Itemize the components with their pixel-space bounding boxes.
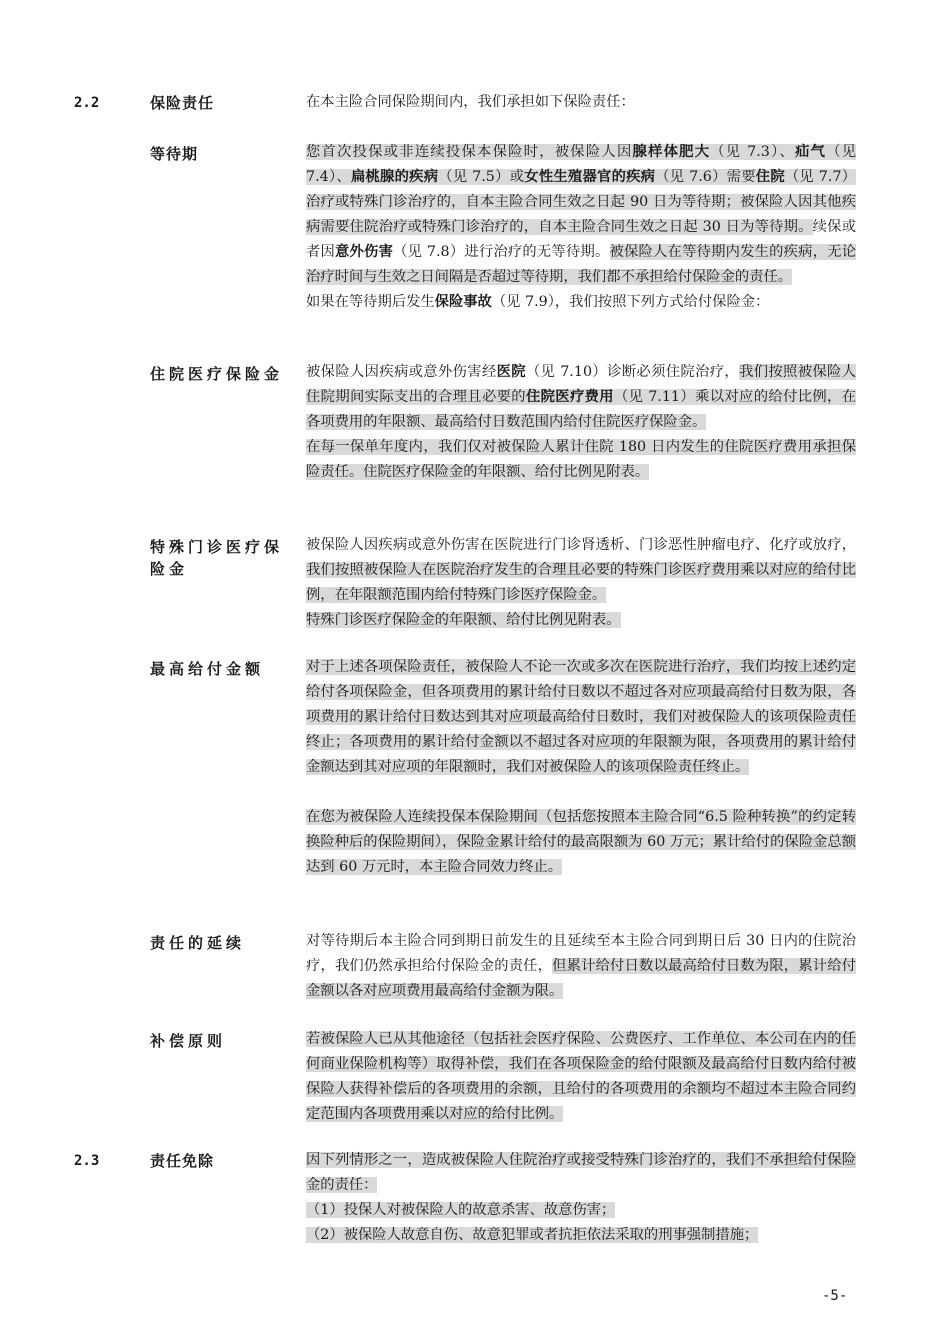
term-accident: 意外伤害 <box>335 244 394 260</box>
waiting-period-body <box>306 140 856 315</box>
extension-paragraph: 对等待期后本主险合同到期日前发生的且延续至本主险合同到期日后 30 日内的住院治疗，我们仍然承担给付保险金的责任，但累计给付日数以最高给付日数为限，累计给付金额以各对应项费用最高给付金额为限。 <box>306 933 857 999</box>
waiting-followup: 如果在等待期后发生保险事故（见 7.9），我们按照下列方式给付保险金： <box>306 294 770 310</box>
waiting-paragraph: 您首次投保或非连续投保本保险时，被保险人因腺样体肥大（见 7.3）、疝气（见 7.4）、扁桃腺的疾病（见 7.5）或女性生殖器官的疾病（见 7.6）需要住院（见 7.7）治疗或特殊门诊治疗的，自本主险合同生效之日起 90 日为等待期；被保险人因其他疾病需要住院治疗或特殊门诊治疗的，自本主险合同生效之日起 30 日为等待期。续保或者因意外伤害（见 7.8）进行治疗的无等待期。被保险人在等待期内发生的疾病，无论治疗时间与生效之日间隔是否超过等待期，我们都不承担给付保险金的责任。 <box>306 144 857 285</box>
term-tonsil: 扁桃腺的疾病 <box>350 169 439 185</box>
max-payment-paragraph-1: 对于上述各项保险责任，被保险人不论一次或多次在医院进行治疗，我们均按上述约定给付各项保险金，但各项费用的累计给付日数以不超过各对应项最高给付日数为限，各项费用的累计给付日数达到其对应项最高给付日数时，我们对被保险人的该项保险责任终止；各项费用的累计给付金额以不超过各对应项的年限额为限，各项费用的累计给付金额达到其对应项的年限额时，我们对被保险人的该项保险责任终止。 <box>306 659 856 775</box>
term-female-organ: 女性生殖器官的疾病 <box>524 169 656 185</box>
extension-body <box>306 929 856 1004</box>
outpatient-paragraph-2: 特殊门诊医疗保险金的年限额、给付比例见附表。 <box>306 612 621 628</box>
term-adenoid: 腺样体肥大 <box>632 144 711 160</box>
term-hospital: 医院 <box>496 364 526 380</box>
term-inpatient-expense: 住院医疗费用 <box>525 389 614 405</box>
compensation-paragraph: 若被保险人已从其他途径（包括社会医疗保险、公费医疗、工作单位、本公司在内的任何商业保险机构等）取得补偿，我们在各项保险金的给付限额及最高给付日数内给付被保险人获得补偿后的各项费用的余额，且给付的各项费用的余额均不超过本主险合同约定范围内各项费用乘以对应的给付比例。 <box>306 1031 856 1122</box>
heading-compensation-principle: 补偿原则 <box>150 1032 227 1050</box>
heading-liability-extension: 责任的延续 <box>150 934 246 952</box>
exclusion-item-1: （1）投保人对被保险人的故意杀害、故意伤害； <box>306 1202 616 1218</box>
max-payment-paragraph-2: 在您为被保险人连续投保本保险期间（包括您按照本主险合同“6.5 险种转换”的约定转换险种后的保险期间），保险金累计给付的最高限额为 60 万元；累计给付的保险金总额达到 60 万元时，本主险合同效力终止。 <box>306 809 856 875</box>
term-hospitalization: 住院 <box>755 169 785 185</box>
heading-waiting-period: 等待期 <box>150 145 199 163</box>
inpatient-body <box>306 360 856 485</box>
intro-text: 在本主险合同保险期间内，我们承担如下保险责任： <box>306 94 635 110</box>
section-title-insurance-liability: 保险责任 <box>150 94 215 112</box>
heading-special-outpatient-benefit: 特殊门诊医疗保险金 <box>150 538 284 578</box>
max-payment-body <box>306 655 856 880</box>
exclusions-intro: 因下列情形之一，造成被保险人住院治疗或接受特殊门诊治疗的，我们不承担给付保险金的责任： <box>306 1152 856 1193</box>
section-number-2-3: 2.3 <box>74 1153 100 1169</box>
inpatient-paragraph-1: 被保险人因疾病或意外伤害经医院（见 7.10）诊断必须住院治疗，我们按照被保险人住院期间实际支出的合理且必要的住院医疗费用（见 7.11）乘以对应的给付比例，在各项费用的年限额、最高给付日数范围内给付住院医疗保险金。 <box>306 364 857 430</box>
heading-inpatient-benefit: 住院医疗保险金 <box>150 365 284 383</box>
inpatient-paragraph-2: 在每一保单年度内，我们仅对被保险人累计住院 180 日内发生的住院医疗费用承担保险责任。住院医疗保险金的年限额、给付比例见附表。 <box>306 439 856 480</box>
term-hernia: 疝气 <box>795 144 827 160</box>
page-number: -5- <box>822 1288 848 1304</box>
section-intro <box>306 90 856 115</box>
outpatient-body <box>306 533 856 633</box>
outpatient-paragraph-1: 被保险人因疾病或意外伤害在医院进行门诊肾透析、门诊恶性肿瘤电疗、化疗或放疗，我们按照被保险人在医院治疗发生的合理且必要的特殊门诊医疗费用乘以对应的给付比例，在年限额范围内给付特殊门诊医疗保险金。 <box>306 537 856 603</box>
heading-max-payment: 最高给付金额 <box>150 660 265 678</box>
compensation-body <box>306 1027 856 1127</box>
exclusion-item-2: （2）被保险人故意自伤、故意犯罪或者抗拒依法采取的刑事强制措施； <box>306 1227 759 1243</box>
section-number-2-2: 2.2 <box>74 95 100 111</box>
section-title-exclusions: 责任免除 <box>150 1152 215 1170</box>
exclusions-body <box>306 1148 856 1248</box>
term-insured-event: 保险事故 <box>434 294 492 310</box>
